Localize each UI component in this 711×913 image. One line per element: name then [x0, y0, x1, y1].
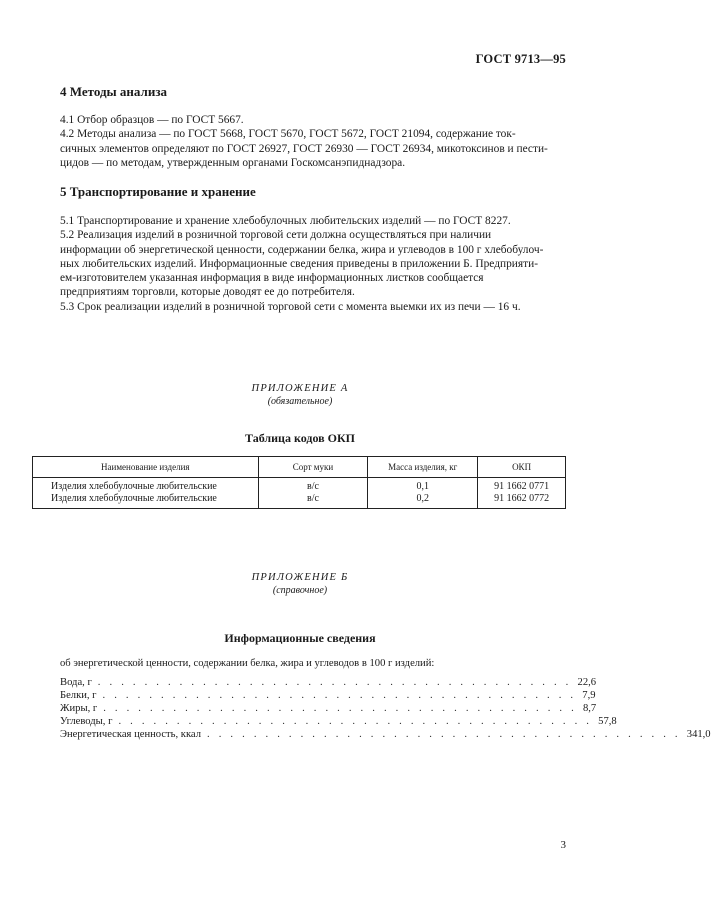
- para-5-2-line-5: предприятиям торговли, которые доводят ее до потребителя.: [60, 286, 355, 299]
- para-5-2-line-2: информации об энергетической ценности, содержании белка, жира и углеводов в 100 г хлебобулоч-: [60, 243, 544, 256]
- table-row: [33, 493, 566, 509]
- para-4-2-line-3: цидов — по методам, утвержденным органами Госкомсанэпиднадзора.: [60, 156, 406, 169]
- nutrition-label: Энергетическая ценность, ккал: [60, 729, 202, 740]
- para-5-1: 5.1 Транспортирование и хранение хлебобулочных любительских изделий — по ГОСТ 8227.: [60, 215, 511, 227]
- cell-flour-grade: в/с: [258, 493, 368, 509]
- nutrition-row-fat: [60, 702, 597, 715]
- column-header-okp: ОКП: [478, 457, 566, 478]
- column-header-name: Наименование изделия: [33, 457, 259, 478]
- appendix-a-status: (обязательное): [267, 396, 333, 407]
- nutrition-label: Жиры, г: [60, 703, 98, 714]
- cell-mass: 0,2: [368, 493, 478, 509]
- cell-mass: 0,1: [368, 478, 478, 494]
- nutrition-row-carbs: [60, 715, 617, 728]
- leader-dots: . . . . . . . . . . . . . . . . . . . . . . . . . . . . . . . . . . . . . . . . .: [102, 690, 577, 701]
- para-4-2-line-2: сичных элементов определяют по ГОСТ 26927, ГОСТ 26930 — ГОСТ 26934, микотоксинов и пести-: [60, 142, 548, 155]
- appendix-b-label: ПРИЛОЖЕНИЕ Б: [251, 572, 349, 583]
- leader-dots: . . . . . . . . . . . . . . . . . . . . . . . . . . . . . . . . . . . . . . . . .: [97, 677, 572, 688]
- leader-dots: . . . . . . . . . . . . . . . . . . . . . . . . . . . . . . . . . . . . . . . . .: [103, 703, 577, 714]
- para-5-2-line-1: 5.2 Реализация изделий в розничной торговой сети должна осуществляться при наличии: [60, 229, 492, 242]
- section-5-body: [60, 214, 568, 314]
- section-4-title: 4 Методы анализа: [60, 84, 168, 99]
- info-title: Информационные сведения: [224, 631, 376, 645]
- page-number: 3: [560, 839, 566, 851]
- appendix-b-status: (справочное): [272, 585, 328, 596]
- nutrition-value: 7,9: [582, 690, 596, 701]
- column-header-flour-grade: Сорт муки: [258, 457, 368, 478]
- okp-table-title: Таблица кодов ОКП: [245, 431, 355, 445]
- nutrition-row-energy: [60, 728, 711, 741]
- section-5-title: 5 Транспортирование и хранение: [60, 184, 256, 199]
- okp-table: [32, 456, 566, 509]
- leader-dots: . . . . . . . . . . . . . . . . . . . . . . . . . . . . . . . . . . . . . . . . .: [118, 716, 593, 727]
- cell-flour-grade: в/с: [258, 478, 368, 494]
- appendix-a-label: ПРИЛОЖЕНИЕ А: [251, 383, 349, 394]
- para-4-2-line-1: 4.2 Методы анализа — по ГОСТ 5668, ГОСТ 5670, ГОСТ 5672, ГОСТ 21094, содержание ток-: [60, 128, 516, 141]
- para-5-2-line-4: ем-изготовителем указанная информация в виде информационных листков сообщается: [60, 272, 484, 285]
- info-intro: об энергетической ценности, содержании белка, жира и углеводов в 100 г изделий:: [60, 658, 435, 669]
- cell-name: Изделия хлебобулочные любительские: [33, 478, 259, 494]
- para-5-2-line-3: ных любительских изделий. Информационные сведения приведены в приложении Б. Предприяти-: [60, 257, 538, 270]
- para-5-3: 5.3 Срок реализации изделий в розничной торговой сети с момента выемки их из печи — 16 ч.: [60, 300, 521, 313]
- nutrition-value: 22,6: [577, 677, 597, 688]
- table-row: [33, 478, 566, 494]
- section-4-body: [60, 113, 568, 170]
- cell-name: Изделия хлебобулочные любительские: [33, 493, 259, 509]
- nutrition-value: 57,8: [598, 716, 617, 727]
- leader-dots: . . . . . . . . . . . . . . . . . . . . . . . . . . . . . . . . . . . . . . . . .: [207, 729, 681, 740]
- nutrition-label: Углеводы, г: [60, 716, 113, 727]
- column-header-mass: Масса изделия, кг: [368, 457, 478, 478]
- nutrition-label: Белки, г: [60, 690, 97, 701]
- cell-okp: 91 1662 0772: [478, 493, 566, 509]
- nutrition-row-protein: [60, 689, 596, 702]
- nutrition-value: 8,7: [582, 703, 597, 714]
- nutrition-label: Вода, г: [60, 677, 92, 688]
- nutrition-row-water: [60, 676, 597, 689]
- standard-code: ГОСТ 9713—95: [475, 52, 566, 66]
- cell-okp: 91 1662 0771: [478, 478, 566, 494]
- nutrition-value: 341,0: [686, 729, 711, 740]
- okp-table-header-row: [33, 457, 566, 478]
- para-4-1: 4.1 Отбор образцов — по ГОСТ 5667.: [60, 114, 244, 126]
